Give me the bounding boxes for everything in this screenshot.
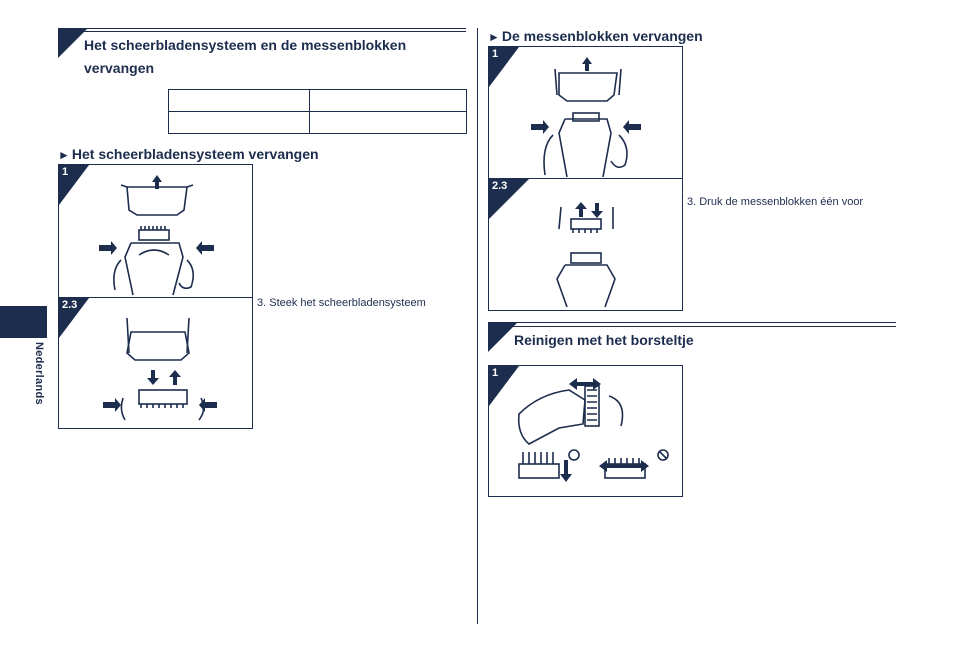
right-figure-cleaning bbox=[488, 365, 683, 497]
table-row bbox=[169, 112, 467, 134]
right-subsection-title-text: De messenblokken vervangen bbox=[501, 28, 703, 44]
section2-rule-top bbox=[488, 322, 896, 323]
figure-step-2-3 bbox=[58, 297, 253, 429]
section-title-line1: Het scheerbladensysteem en de messenblokken bbox=[84, 37, 407, 53]
table-row bbox=[169, 90, 467, 112]
step-label: 1 bbox=[492, 48, 499, 60]
foil-insert-illustration bbox=[59, 298, 253, 429]
section2-title: Reinigen met het borsteltje bbox=[514, 332, 694, 348]
section2-rule-top-2 bbox=[488, 326, 896, 327]
info-table bbox=[168, 89, 467, 134]
language-label: Nederlands bbox=[33, 342, 45, 405]
table-cell bbox=[169, 90, 310, 112]
right-figure-step-1 bbox=[488, 46, 683, 179]
right-figure-step-2-3 bbox=[488, 178, 683, 311]
subsection-title-text: Het scheerbladensysteem vervangen bbox=[71, 146, 319, 162]
section-rule-top bbox=[58, 28, 466, 29]
section-title bbox=[84, 34, 406, 80]
step-label: 1 bbox=[62, 166, 69, 178]
play-arrow-icon: ► bbox=[488, 30, 500, 44]
section-rule-top-2 bbox=[58, 31, 466, 32]
section-title-line2: vervangen bbox=[84, 60, 155, 76]
subsection-title bbox=[58, 145, 319, 164]
language-tab bbox=[0, 306, 47, 338]
blade-replace-illustration bbox=[489, 47, 683, 179]
play-arrow-icon: ► bbox=[58, 148, 70, 162]
figure-step-1 bbox=[58, 164, 253, 298]
table-cell bbox=[169, 112, 310, 134]
step-label: 1 bbox=[492, 367, 499, 379]
step-label: 2.3 bbox=[62, 299, 78, 311]
table-cell bbox=[310, 112, 467, 134]
column-divider bbox=[477, 28, 478, 624]
right-subsection-title bbox=[488, 27, 703, 46]
blade-press-illustration bbox=[489, 179, 683, 311]
table-cell bbox=[310, 90, 467, 112]
step-label: 2.3 bbox=[492, 180, 508, 192]
brush-cleaning-illustration bbox=[489, 366, 683, 497]
right-step-note: 3. Druk de messenblokken één voor bbox=[687, 196, 864, 208]
shaver-head-illustration bbox=[59, 165, 253, 298]
step-note: 3. Steek het scheerbladensysteem bbox=[257, 297, 426, 309]
